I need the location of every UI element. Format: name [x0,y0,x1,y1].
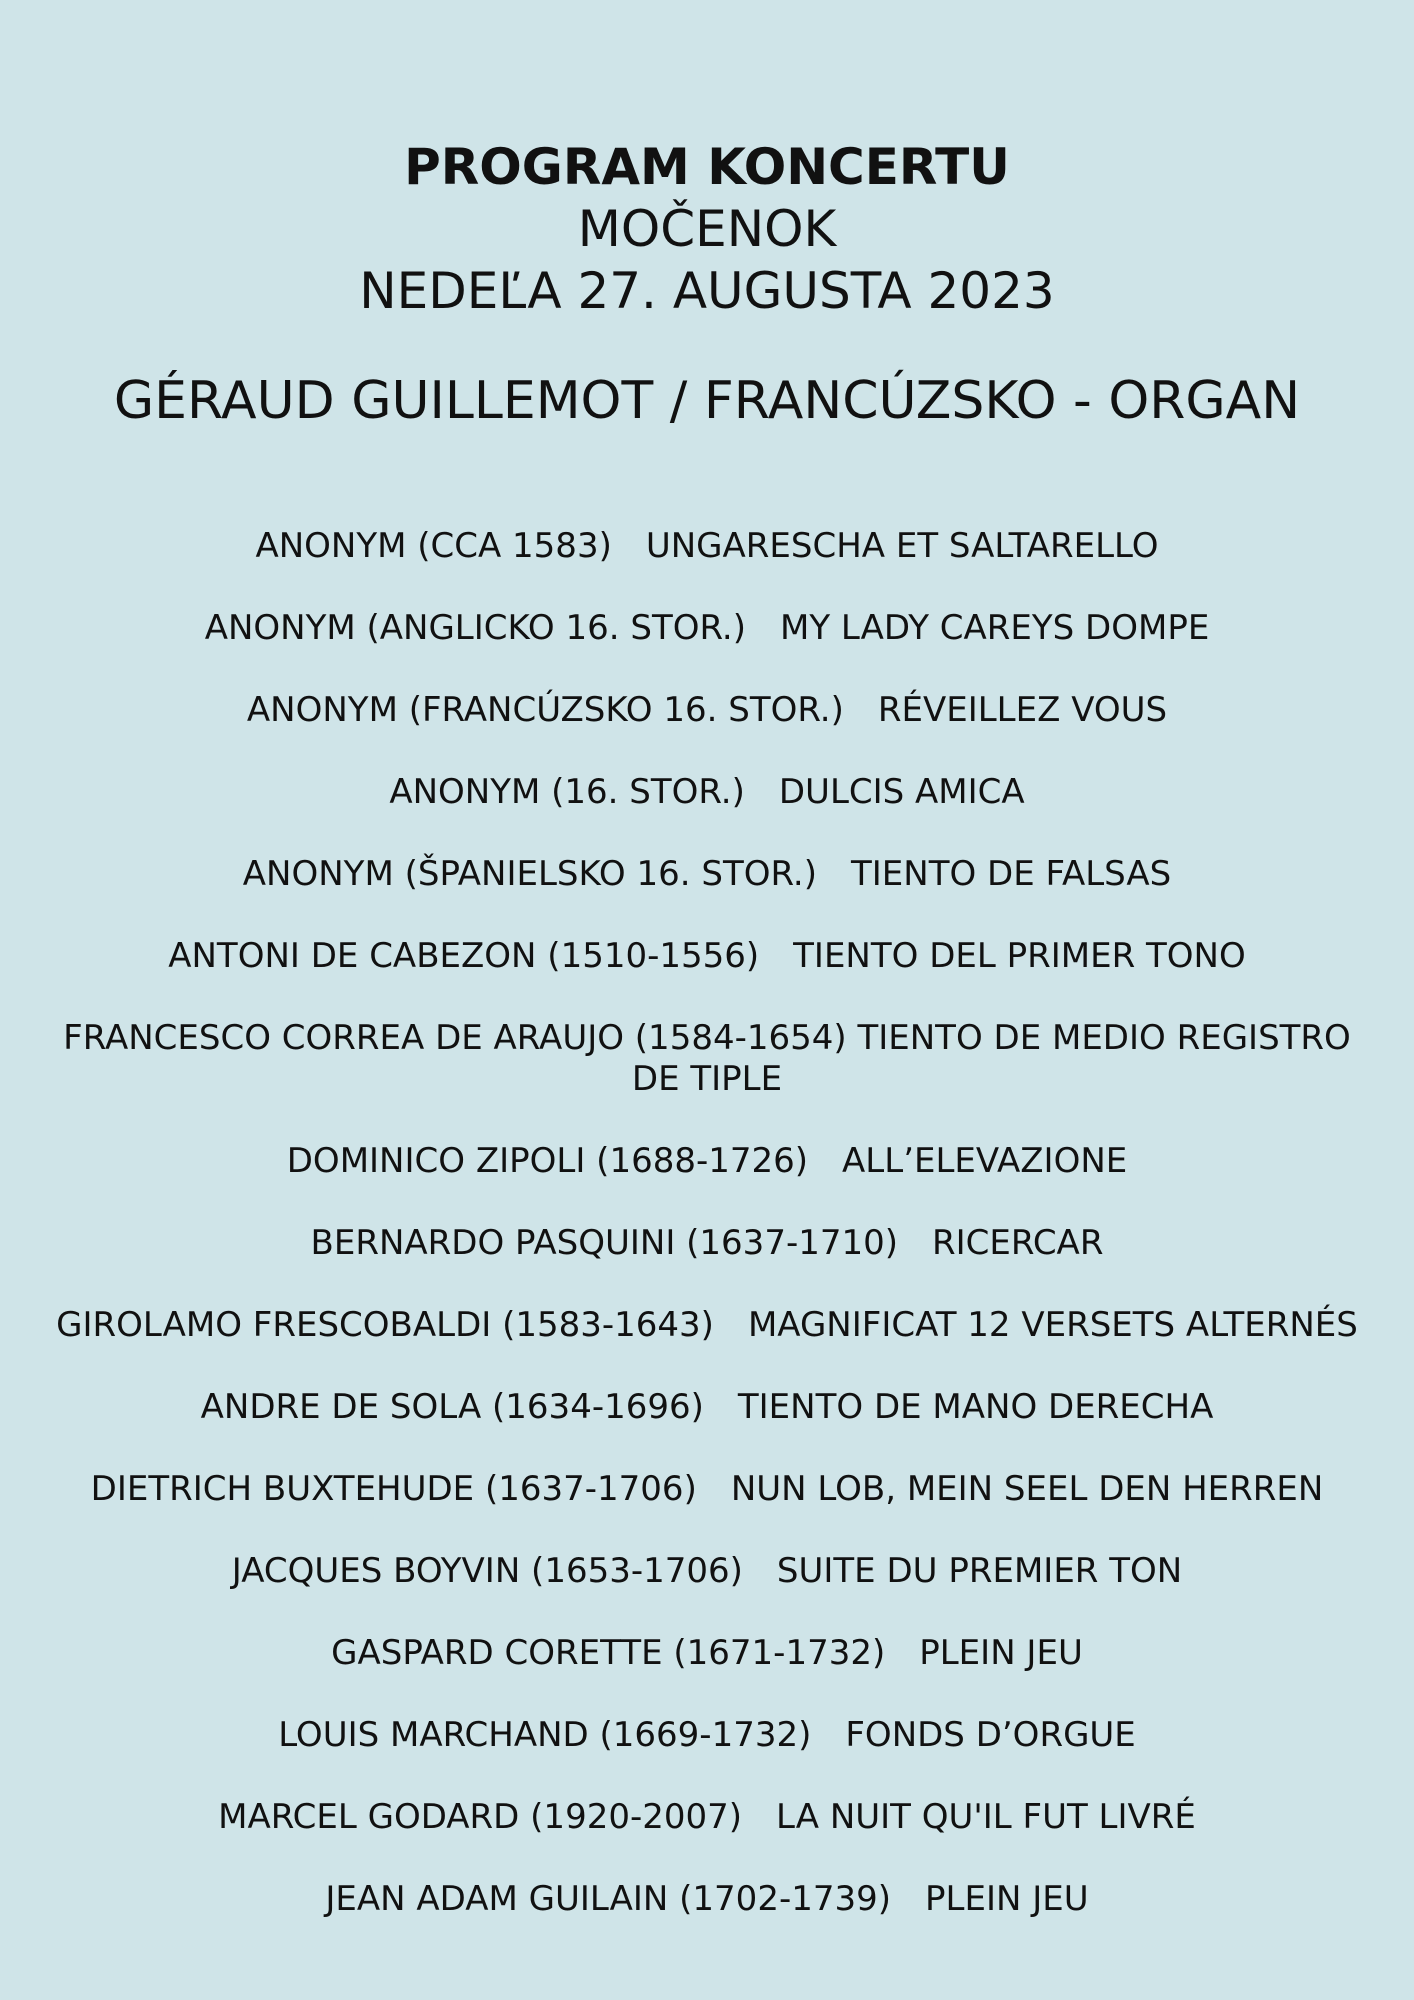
composer: LOUIS MARCHAND (1669-1732) [278,1715,812,1755]
piece: LA NUIT QU'IL FUT LIVRÉ [776,1797,1196,1837]
composer: BERNARDO PASQUINI (1637-1710) [310,1223,899,1263]
piece: TIENTO DE MEDIO REGISTRO DE TIPLE [631,1018,1351,1099]
piece: SUITE DU PREMIER TON [776,1551,1183,1591]
composer: GASPARD CORETTE (1671-1732) [331,1633,886,1673]
program-item [40,526,1374,567]
composer: ANONYM (FRANCÚZSKO 16. STOR.) [246,690,844,730]
piece: MY LADY CAREYS DOMPE [779,608,1210,648]
composer: ANDRE DE SOLA (1634-1696) [200,1387,704,1427]
piece: UNGARESCHA ET SALTARELLO [645,526,1159,566]
concert-date: NEDEĽA 27. AUGUSTA 2023 [359,262,1055,320]
piece: NUN LOB, MEIN SEEL DEN HERREN [730,1469,1324,1509]
piece: RICERCAR [932,1223,1104,1263]
program-list [40,526,1374,1961]
program-item [40,1879,1374,1920]
program-item [40,936,1374,977]
piece: TIENTO DE FALSAS [850,854,1172,894]
composer: ANONYM (16. STOR.) [389,772,745,812]
composer: ANONYM (ŠPANIELSKO 16. STOR.) [242,854,817,894]
piece: PLEIN JEU [919,1633,1083,1673]
program-item [40,1797,1374,1838]
concert-place: MOČENOK [577,200,837,258]
piece: TIENTO DEL PRIMER TONO [793,936,1246,976]
piece: TIENTO DE MANO DERECHA [737,1387,1214,1427]
composer: JACQUES BOYVIN (1653-1706) [231,1551,743,1591]
program-item [40,1715,1374,1756]
program-item [40,1141,1374,1182]
piece: DULCIS AMICA [778,772,1025,812]
program-item [40,1387,1374,1428]
program-item [40,608,1374,649]
composer: JEAN ADAM GUILAIN (1702-1739) [325,1879,892,1919]
performer-line: GÉRAUD GUILLEMOT / FRANCÚZSKO - ORGAN [113,371,1301,431]
program-item [40,1469,1374,1510]
piece: RÉVEILLEZ VOUS [877,690,1168,730]
program-item [40,1305,1374,1346]
program-item [40,1018,1374,1100]
composer: ANTONI DE CABEZON (1510-1556) [168,936,760,976]
program-item [40,1551,1374,1592]
piece: FONDS D’ORGUE [845,1715,1136,1755]
program-title: PROGRAM KONCERTU [404,138,1010,196]
program-item [40,772,1374,813]
piece: MAGNIFICAT 12 VERSETS ALTERNÉS [747,1305,1358,1345]
composer: ANONYM (ANGLICKO 16. STOR.) [204,608,746,648]
piece: ALLʼELEVAZIONE [842,1141,1128,1181]
program-item [40,854,1374,895]
composer: FRANCESCO CORREA DE ARAUJO (1584-1654) [63,1018,847,1058]
composer: DOMINICO ZIPOLI (1688-1726) [286,1141,809,1181]
program-item [40,690,1374,731]
composer: MARCEL GODARD (1920-2007) [218,1797,743,1837]
composer: GIROLAMO FRESCOBALDI (1583-1643) [56,1305,714,1345]
program-header [0,136,1414,322]
piece: PLEIN JEU [925,1879,1089,1919]
program-item [40,1633,1374,1674]
program-item [40,1223,1374,1264]
composer: ANONYM (CCA 1583) [255,526,612,566]
composer: DIETRICH BUXTEHUDE (1637-1706) [90,1469,697,1509]
